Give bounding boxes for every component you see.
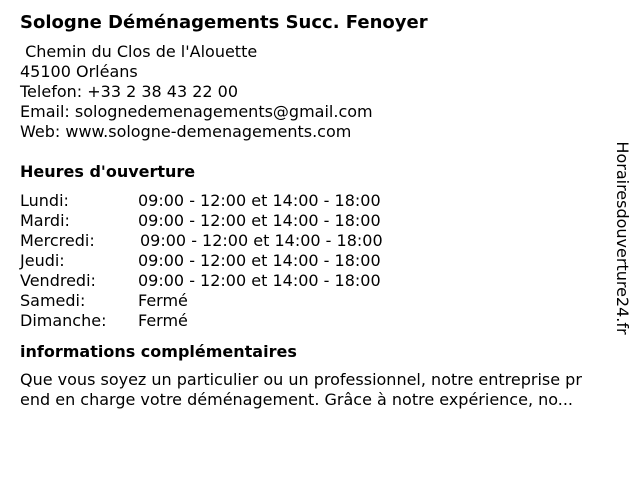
- day-label: Mercredi:: [20, 231, 95, 250]
- day-label: Jeudi:: [20, 251, 65, 270]
- day-label: Lundi:: [20, 191, 69, 210]
- info-body: [20, 370, 630, 410]
- phone-line: Telefon: +33 2 38 43 22 00: [20, 82, 239, 101]
- web-line: Web: www.sologne-demenagements.com: [20, 122, 352, 141]
- hours-row-friday: [20, 271, 630, 291]
- time-value: 09:00 - 12:00 et 14:00 - 18:00: [138, 251, 381, 270]
- time-value: Fermé: [138, 311, 188, 330]
- hours-row-thursday: [20, 251, 630, 271]
- info-text-line: end en charge votre déménagement. Grâce à notre expérience, no...: [20, 390, 574, 409]
- hours-row-tuesday: [20, 211, 630, 231]
- time-value: 09:00 - 12:00 et 14:00 - 18:00: [140, 231, 383, 250]
- company-name: Sologne Déménagements Succ. Fenoyer: [20, 12, 428, 33]
- street-address: Chemin du Clos de l'Alouette: [20, 42, 258, 61]
- day-label: Vendredi:: [20, 271, 96, 290]
- hours-row-monday: [20, 191, 630, 211]
- day-label: Samedi:: [20, 291, 86, 310]
- day-label: Mardi:: [20, 211, 70, 230]
- day-label: Dimanche:: [20, 311, 107, 330]
- city-postal: 45100 Orléans: [20, 62, 138, 81]
- site-watermark: Horairesdouverture24.fr: [613, 141, 632, 335]
- hours-row-sunday: [20, 311, 630, 331]
- hours-heading: Heures d'ouverture: [20, 162, 196, 181]
- time-value: 09:00 - 12:00 et 14:00 - 18:00: [138, 191, 381, 210]
- time-value: 09:00 - 12:00 et 14:00 - 18:00: [138, 271, 381, 290]
- email-line: Email: solognedemenagements@gmail.com: [20, 102, 373, 121]
- info-text-line: Que vous soyez un particulier ou un professionnel, notre entreprise pr: [20, 370, 582, 389]
- listing-page: [20, 12, 630, 410]
- info-heading: informations complémentaires: [20, 342, 297, 361]
- time-value: 09:00 - 12:00 et 14:00 - 18:00: [138, 211, 381, 230]
- hours-row-saturday: [20, 291, 630, 311]
- hours-row-wednesday: [20, 231, 630, 251]
- time-value: Fermé: [138, 291, 188, 310]
- contact-block: [20, 42, 630, 142]
- hours-table: [20, 191, 630, 331]
